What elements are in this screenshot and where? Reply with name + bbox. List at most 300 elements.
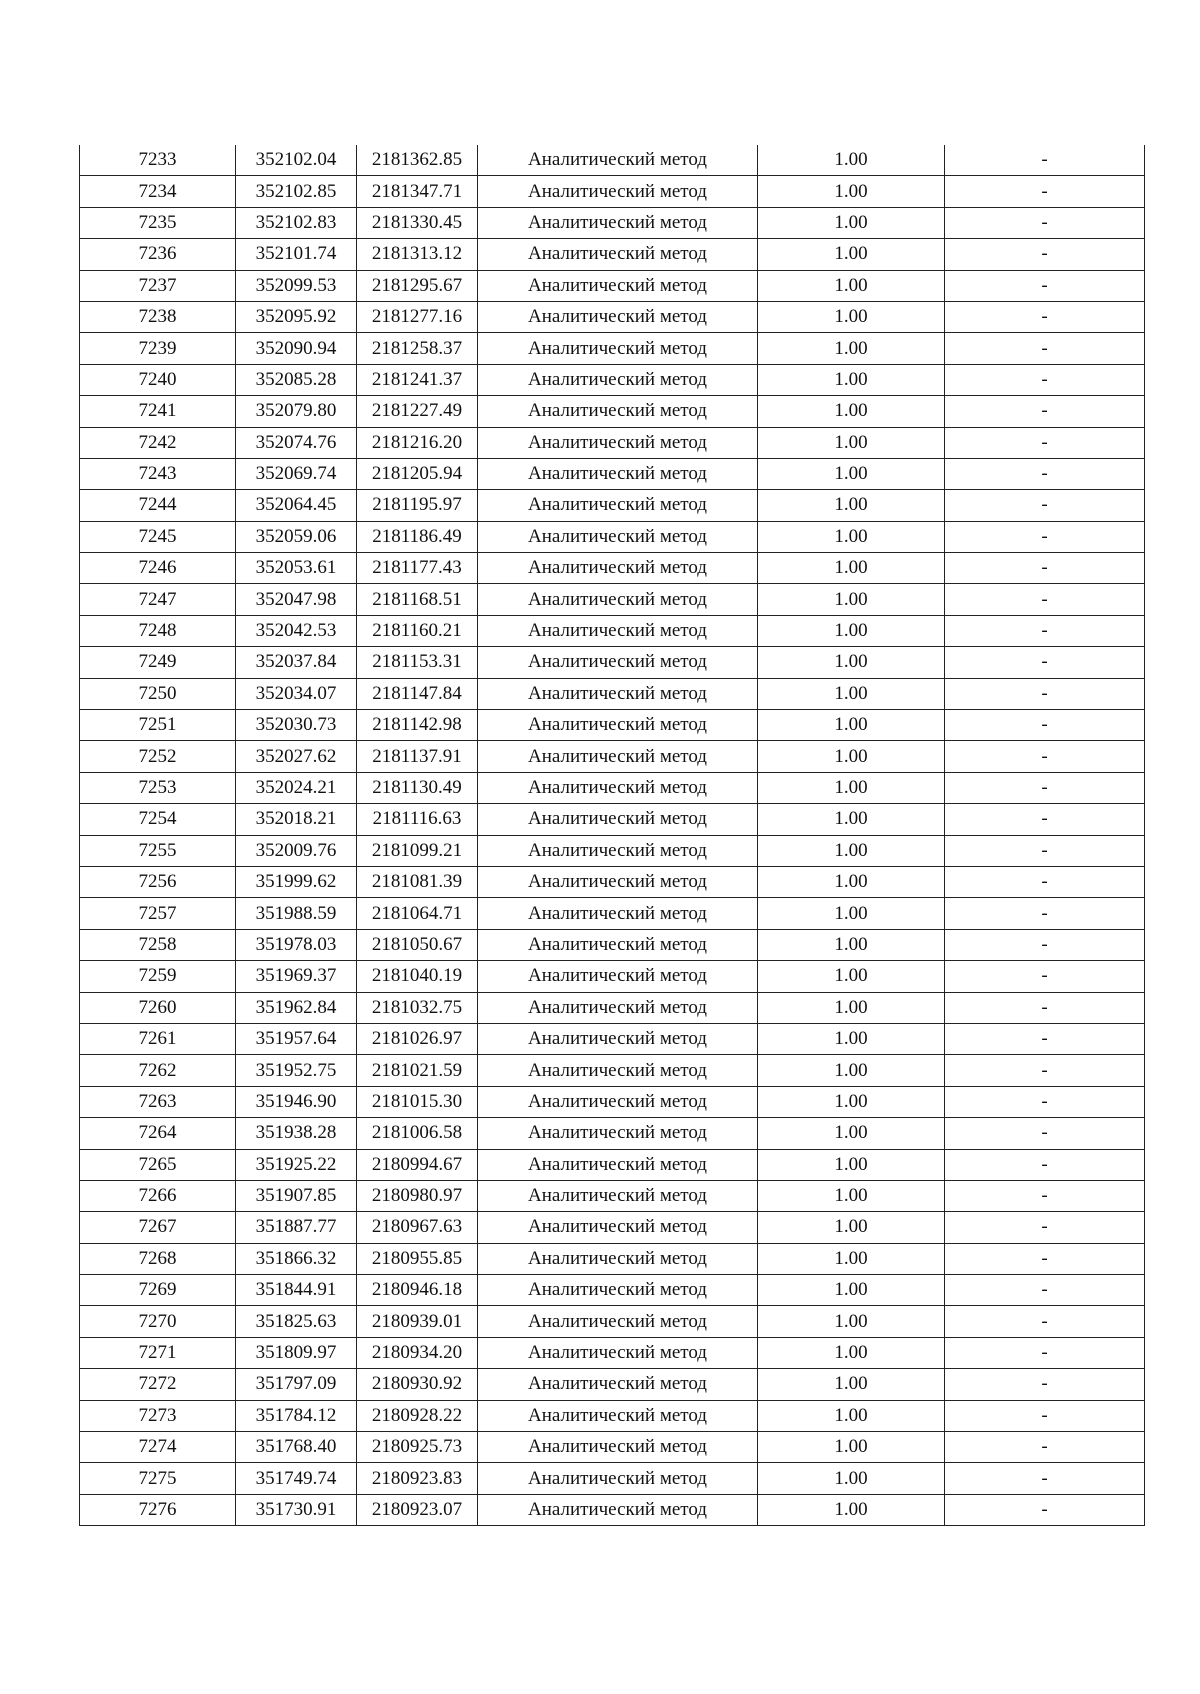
table-row xyxy=(80,1023,1145,1054)
point-number-cell: 7262 xyxy=(80,1055,236,1086)
x-coordinate-cell: 351866.32 xyxy=(236,1243,357,1274)
x-coordinate-cell: 352085.28 xyxy=(236,364,357,395)
description-cell: - xyxy=(945,1243,1145,1274)
y-coordinate-cell: 2181168.51 xyxy=(357,584,478,615)
y-coordinate-cell: 2181006.58 xyxy=(357,1118,478,1149)
method-cell: Аналитический метод xyxy=(478,553,758,584)
method-cell: Аналитический метод xyxy=(478,1086,758,1117)
point-number-cell: 7256 xyxy=(80,866,236,897)
point-number-cell: 7251 xyxy=(80,710,236,741)
point-number-cell: 7236 xyxy=(80,239,236,270)
description-cell: - xyxy=(945,1275,1145,1306)
y-coordinate-cell: 2181153.31 xyxy=(357,647,478,678)
point-number-cell: 7237 xyxy=(80,270,236,301)
method-cell: Аналитический метод xyxy=(478,396,758,427)
y-coordinate-cell: 2181330.45 xyxy=(357,207,478,238)
x-coordinate-cell: 352009.76 xyxy=(236,835,357,866)
table-row xyxy=(80,1275,1145,1306)
description-cell: - xyxy=(945,992,1145,1023)
x-coordinate-cell: 351749.74 xyxy=(236,1463,357,1494)
accuracy-cell: 1.00 xyxy=(758,364,945,395)
accuracy-cell: 1.00 xyxy=(758,1086,945,1117)
method-cell: Аналитический метод xyxy=(478,1149,758,1180)
x-coordinate-cell: 352042.53 xyxy=(236,615,357,646)
table-row xyxy=(80,929,1145,960)
table-row xyxy=(80,992,1145,1023)
method-cell: Аналитический метод xyxy=(478,741,758,772)
point-number-cell: 7247 xyxy=(80,584,236,615)
table-row xyxy=(80,333,1145,364)
x-coordinate-cell: 352095.92 xyxy=(236,301,357,332)
table-row xyxy=(80,772,1145,803)
point-number-cell: 7252 xyxy=(80,741,236,772)
x-coordinate-cell: 351962.84 xyxy=(236,992,357,1023)
point-number-cell: 7235 xyxy=(80,207,236,238)
point-number-cell: 7261 xyxy=(80,1023,236,1054)
description-cell: - xyxy=(945,898,1145,929)
table-row xyxy=(80,584,1145,615)
point-number-cell: 7276 xyxy=(80,1494,236,1525)
method-cell: Аналитический метод xyxy=(478,1306,758,1337)
x-coordinate-cell: 352102.04 xyxy=(236,145,357,176)
y-coordinate-cell: 2181347.71 xyxy=(357,176,478,207)
y-coordinate-cell: 2181130.49 xyxy=(357,772,478,803)
point-number-cell: 7273 xyxy=(80,1400,236,1431)
point-number-cell: 7257 xyxy=(80,898,236,929)
table-row xyxy=(80,1118,1145,1149)
table-row xyxy=(80,1463,1145,1494)
description-cell: - xyxy=(945,647,1145,678)
y-coordinate-cell: 2181137.91 xyxy=(357,741,478,772)
description-cell: - xyxy=(945,364,1145,395)
table-row xyxy=(80,364,1145,395)
point-number-cell: 7244 xyxy=(80,490,236,521)
x-coordinate-cell: 352099.53 xyxy=(236,270,357,301)
description-cell: - xyxy=(945,1086,1145,1117)
point-number-cell: 7265 xyxy=(80,1149,236,1180)
accuracy-cell: 1.00 xyxy=(758,1118,945,1149)
y-coordinate-cell: 2181116.63 xyxy=(357,804,478,835)
accuracy-cell: 1.00 xyxy=(758,1463,945,1494)
description-cell: - xyxy=(945,396,1145,427)
accuracy-cell: 1.00 xyxy=(758,1055,945,1086)
point-number-cell: 7255 xyxy=(80,835,236,866)
y-coordinate-cell: 2181032.75 xyxy=(357,992,478,1023)
x-coordinate-cell: 352034.07 xyxy=(236,678,357,709)
accuracy-cell: 1.00 xyxy=(758,553,945,584)
method-cell: Аналитический метод xyxy=(478,992,758,1023)
table-row xyxy=(80,1400,1145,1431)
method-cell: Аналитический метод xyxy=(478,804,758,835)
method-cell: Аналитический метод xyxy=(478,1055,758,1086)
point-number-cell: 7274 xyxy=(80,1432,236,1463)
y-coordinate-cell: 2181160.21 xyxy=(357,615,478,646)
point-number-cell: 7263 xyxy=(80,1086,236,1117)
accuracy-cell: 1.00 xyxy=(758,301,945,332)
description-cell: - xyxy=(945,866,1145,897)
y-coordinate-cell: 2180925.73 xyxy=(357,1432,478,1463)
description-cell: - xyxy=(945,584,1145,615)
x-coordinate-cell: 352074.76 xyxy=(236,427,357,458)
description-cell: - xyxy=(945,804,1145,835)
description-cell: - xyxy=(945,301,1145,332)
method-cell: Аналитический метод xyxy=(478,1494,758,1525)
x-coordinate-cell: 351978.03 xyxy=(236,929,357,960)
accuracy-cell: 1.00 xyxy=(758,961,945,992)
method-cell: Аналитический метод xyxy=(478,490,758,521)
description-cell: - xyxy=(945,1023,1145,1054)
accuracy-cell: 1.00 xyxy=(758,207,945,238)
y-coordinate-cell: 2181277.16 xyxy=(357,301,478,332)
point-number-cell: 7241 xyxy=(80,396,236,427)
table-row xyxy=(80,1369,1145,1400)
y-coordinate-cell: 2180939.01 xyxy=(357,1306,478,1337)
coordinates-table xyxy=(79,145,1145,1526)
x-coordinate-cell: 351844.91 xyxy=(236,1275,357,1306)
x-coordinate-cell: 352047.98 xyxy=(236,584,357,615)
x-coordinate-cell: 351768.40 xyxy=(236,1432,357,1463)
x-coordinate-cell: 352059.06 xyxy=(236,521,357,552)
accuracy-cell: 1.00 xyxy=(758,427,945,458)
table-row xyxy=(80,1337,1145,1368)
y-coordinate-cell: 2181195.97 xyxy=(357,490,478,521)
table-row xyxy=(80,1149,1145,1180)
x-coordinate-cell: 351969.37 xyxy=(236,961,357,992)
accuracy-cell: 1.00 xyxy=(758,1369,945,1400)
accuracy-cell: 1.00 xyxy=(758,270,945,301)
x-coordinate-cell: 351938.28 xyxy=(236,1118,357,1149)
table-row xyxy=(80,1055,1145,1086)
point-number-cell: 7266 xyxy=(80,1180,236,1211)
y-coordinate-cell: 2181177.43 xyxy=(357,553,478,584)
method-cell: Аналитический метод xyxy=(478,647,758,678)
table-row xyxy=(80,835,1145,866)
accuracy-cell: 1.00 xyxy=(758,866,945,897)
method-cell: Аналитический метод xyxy=(478,584,758,615)
point-number-cell: 7269 xyxy=(80,1275,236,1306)
x-coordinate-cell: 351730.91 xyxy=(236,1494,357,1525)
point-number-cell: 7233 xyxy=(80,145,236,176)
table-row xyxy=(80,207,1145,238)
description-cell: - xyxy=(945,1306,1145,1337)
method-cell: Аналитический метод xyxy=(478,1432,758,1463)
accuracy-cell: 1.00 xyxy=(758,804,945,835)
method-cell: Аналитический метод xyxy=(478,961,758,992)
method-cell: Аналитический метод xyxy=(478,333,758,364)
accuracy-cell: 1.00 xyxy=(758,1306,945,1337)
point-number-cell: 7242 xyxy=(80,427,236,458)
method-cell: Аналитический метод xyxy=(478,176,758,207)
table-row xyxy=(80,804,1145,835)
table-row xyxy=(80,1180,1145,1211)
accuracy-cell: 1.00 xyxy=(758,490,945,521)
table-row xyxy=(80,270,1145,301)
table-row xyxy=(80,239,1145,270)
x-coordinate-cell: 352064.45 xyxy=(236,490,357,521)
description-cell: - xyxy=(945,772,1145,803)
method-cell: Аналитический метод xyxy=(478,270,758,301)
y-coordinate-cell: 2181147.84 xyxy=(357,678,478,709)
x-coordinate-cell: 352030.73 xyxy=(236,710,357,741)
point-number-cell: 7267 xyxy=(80,1212,236,1243)
y-coordinate-cell: 2180923.07 xyxy=(357,1494,478,1525)
point-number-cell: 7238 xyxy=(80,301,236,332)
x-coordinate-cell: 351784.12 xyxy=(236,1400,357,1431)
method-cell: Аналитический метод xyxy=(478,835,758,866)
table-row xyxy=(80,490,1145,521)
description-cell: - xyxy=(945,835,1145,866)
x-coordinate-cell: 352102.85 xyxy=(236,176,357,207)
description-cell: - xyxy=(945,710,1145,741)
point-number-cell: 7259 xyxy=(80,961,236,992)
x-coordinate-cell: 352090.94 xyxy=(236,333,357,364)
y-coordinate-cell: 2181142.98 xyxy=(357,710,478,741)
accuracy-cell: 1.00 xyxy=(758,176,945,207)
method-cell: Аналитический метод xyxy=(478,898,758,929)
table-row xyxy=(80,521,1145,552)
x-coordinate-cell: 352101.74 xyxy=(236,239,357,270)
method-cell: Аналитический метод xyxy=(478,427,758,458)
y-coordinate-cell: 2181216.20 xyxy=(357,427,478,458)
y-coordinate-cell: 2181205.94 xyxy=(357,458,478,489)
x-coordinate-cell: 352102.83 xyxy=(236,207,357,238)
y-coordinate-cell: 2180955.85 xyxy=(357,1243,478,1274)
y-coordinate-cell: 2180930.92 xyxy=(357,1369,478,1400)
description-cell: - xyxy=(945,333,1145,364)
accuracy-cell: 1.00 xyxy=(758,1212,945,1243)
method-cell: Аналитический метод xyxy=(478,1400,758,1431)
description-cell: - xyxy=(945,176,1145,207)
method-cell: Аналитический метод xyxy=(478,364,758,395)
description-cell: - xyxy=(945,1494,1145,1525)
table-row xyxy=(80,710,1145,741)
point-number-cell: 7258 xyxy=(80,929,236,960)
y-coordinate-cell: 2181026.97 xyxy=(357,1023,478,1054)
point-number-cell: 7239 xyxy=(80,333,236,364)
table-row xyxy=(80,1212,1145,1243)
method-cell: Аналитический метод xyxy=(478,1369,758,1400)
method-cell: Аналитический метод xyxy=(478,615,758,646)
point-number-cell: 7240 xyxy=(80,364,236,395)
point-number-cell: 7254 xyxy=(80,804,236,835)
method-cell: Аналитический метод xyxy=(478,1275,758,1306)
method-cell: Аналитический метод xyxy=(478,301,758,332)
x-coordinate-cell: 352079.80 xyxy=(236,396,357,427)
y-coordinate-cell: 2180980.97 xyxy=(357,1180,478,1211)
point-number-cell: 7246 xyxy=(80,553,236,584)
accuracy-cell: 1.00 xyxy=(758,1337,945,1368)
y-coordinate-cell: 2181050.67 xyxy=(357,929,478,960)
point-number-cell: 7245 xyxy=(80,521,236,552)
x-coordinate-cell: 351988.59 xyxy=(236,898,357,929)
description-cell: - xyxy=(945,145,1145,176)
description-cell: - xyxy=(945,961,1145,992)
y-coordinate-cell: 2181313.12 xyxy=(357,239,478,270)
accuracy-cell: 1.00 xyxy=(758,1243,945,1274)
table-row xyxy=(80,145,1145,176)
x-coordinate-cell: 351925.22 xyxy=(236,1149,357,1180)
y-coordinate-cell: 2181015.30 xyxy=(357,1086,478,1117)
x-coordinate-cell: 352037.84 xyxy=(236,647,357,678)
y-coordinate-cell: 2180923.83 xyxy=(357,1463,478,1494)
description-cell: - xyxy=(945,239,1145,270)
y-coordinate-cell: 2180967.63 xyxy=(357,1212,478,1243)
accuracy-cell: 1.00 xyxy=(758,145,945,176)
description-cell: - xyxy=(945,1180,1145,1211)
method-cell: Аналитический метод xyxy=(478,1212,758,1243)
accuracy-cell: 1.00 xyxy=(758,239,945,270)
table-row xyxy=(80,615,1145,646)
description-cell: - xyxy=(945,1432,1145,1463)
description-cell: - xyxy=(945,1055,1145,1086)
description-cell: - xyxy=(945,1463,1145,1494)
point-number-cell: 7249 xyxy=(80,647,236,678)
table-row xyxy=(80,176,1145,207)
x-coordinate-cell: 352027.62 xyxy=(236,741,357,772)
description-cell: - xyxy=(945,1149,1145,1180)
accuracy-cell: 1.00 xyxy=(758,772,945,803)
method-cell: Аналитический метод xyxy=(478,1243,758,1274)
y-coordinate-cell: 2181064.71 xyxy=(357,898,478,929)
description-cell: - xyxy=(945,458,1145,489)
point-number-cell: 7253 xyxy=(80,772,236,803)
accuracy-cell: 1.00 xyxy=(758,929,945,960)
description-cell: - xyxy=(945,1400,1145,1431)
method-cell: Аналитический метод xyxy=(478,678,758,709)
y-coordinate-cell: 2181186.49 xyxy=(357,521,478,552)
y-coordinate-cell: 2181241.37 xyxy=(357,364,478,395)
accuracy-cell: 1.00 xyxy=(758,584,945,615)
table-row xyxy=(80,961,1145,992)
accuracy-cell: 1.00 xyxy=(758,992,945,1023)
table-row xyxy=(80,866,1145,897)
method-cell: Аналитический метод xyxy=(478,772,758,803)
x-coordinate-cell: 351952.75 xyxy=(236,1055,357,1086)
accuracy-cell: 1.00 xyxy=(758,1494,945,1525)
x-coordinate-cell: 351957.64 xyxy=(236,1023,357,1054)
x-coordinate-cell: 351907.85 xyxy=(236,1180,357,1211)
method-cell: Аналитический метод xyxy=(478,929,758,960)
table-row xyxy=(80,1086,1145,1117)
description-cell: - xyxy=(945,553,1145,584)
description-cell: - xyxy=(945,427,1145,458)
description-cell: - xyxy=(945,270,1145,301)
table-row xyxy=(80,678,1145,709)
y-coordinate-cell: 2180994.67 xyxy=(357,1149,478,1180)
y-coordinate-cell: 2181021.59 xyxy=(357,1055,478,1086)
y-coordinate-cell: 2181081.39 xyxy=(357,866,478,897)
description-cell: - xyxy=(945,1369,1145,1400)
point-number-cell: 7271 xyxy=(80,1337,236,1368)
accuracy-cell: 1.00 xyxy=(758,1180,945,1211)
accuracy-cell: 1.00 xyxy=(758,741,945,772)
table-row xyxy=(80,427,1145,458)
accuracy-cell: 1.00 xyxy=(758,396,945,427)
y-coordinate-cell: 2181295.67 xyxy=(357,270,478,301)
accuracy-cell: 1.00 xyxy=(758,678,945,709)
description-cell: - xyxy=(945,1337,1145,1368)
x-coordinate-cell: 352018.21 xyxy=(236,804,357,835)
accuracy-cell: 1.00 xyxy=(758,710,945,741)
accuracy-cell: 1.00 xyxy=(758,1400,945,1431)
x-coordinate-cell: 351887.77 xyxy=(236,1212,357,1243)
accuracy-cell: 1.00 xyxy=(758,458,945,489)
point-number-cell: 7260 xyxy=(80,992,236,1023)
x-coordinate-cell: 352069.74 xyxy=(236,458,357,489)
accuracy-cell: 1.00 xyxy=(758,521,945,552)
point-number-cell: 7270 xyxy=(80,1306,236,1337)
table-row xyxy=(80,553,1145,584)
point-number-cell: 7272 xyxy=(80,1369,236,1400)
method-cell: Аналитический метод xyxy=(478,1337,758,1368)
method-cell: Аналитический метод xyxy=(478,1023,758,1054)
table-row xyxy=(80,396,1145,427)
table-row xyxy=(80,741,1145,772)
x-coordinate-cell: 351809.97 xyxy=(236,1337,357,1368)
y-coordinate-cell: 2181040.19 xyxy=(357,961,478,992)
method-cell: Аналитический метод xyxy=(478,1180,758,1211)
description-cell: - xyxy=(945,678,1145,709)
description-cell: - xyxy=(945,521,1145,552)
description-cell: - xyxy=(945,207,1145,238)
table-row xyxy=(80,458,1145,489)
table-row xyxy=(80,1306,1145,1337)
accuracy-cell: 1.00 xyxy=(758,1432,945,1463)
x-coordinate-cell: 351825.63 xyxy=(236,1306,357,1337)
coordinates-table-body xyxy=(80,145,1145,1526)
x-coordinate-cell: 351999.62 xyxy=(236,866,357,897)
x-coordinate-cell: 352053.61 xyxy=(236,553,357,584)
description-cell: - xyxy=(945,615,1145,646)
method-cell: Аналитический метод xyxy=(478,207,758,238)
point-number-cell: 7275 xyxy=(80,1463,236,1494)
accuracy-cell: 1.00 xyxy=(758,1275,945,1306)
y-coordinate-cell: 2180934.20 xyxy=(357,1337,478,1368)
method-cell: Аналитический метод xyxy=(478,1118,758,1149)
point-number-cell: 7248 xyxy=(80,615,236,646)
method-cell: Аналитический метод xyxy=(478,239,758,270)
method-cell: Аналитический метод xyxy=(478,710,758,741)
point-number-cell: 7250 xyxy=(80,678,236,709)
y-coordinate-cell: 2181099.21 xyxy=(357,835,478,866)
description-cell: - xyxy=(945,741,1145,772)
point-number-cell: 7234 xyxy=(80,176,236,207)
method-cell: Аналитический метод xyxy=(478,521,758,552)
x-coordinate-cell: 351946.90 xyxy=(236,1086,357,1117)
table-row xyxy=(80,647,1145,678)
method-cell: Аналитический метод xyxy=(478,866,758,897)
accuracy-cell: 1.00 xyxy=(758,898,945,929)
point-number-cell: 7243 xyxy=(80,458,236,489)
table-row xyxy=(80,1243,1145,1274)
x-coordinate-cell: 352024.21 xyxy=(236,772,357,803)
x-coordinate-cell: 351797.09 xyxy=(236,1369,357,1400)
method-cell: Аналитический метод xyxy=(478,145,758,176)
table-row xyxy=(80,1432,1145,1463)
y-coordinate-cell: 2180946.18 xyxy=(357,1275,478,1306)
description-cell: - xyxy=(945,929,1145,960)
accuracy-cell: 1.00 xyxy=(758,835,945,866)
accuracy-cell: 1.00 xyxy=(758,647,945,678)
point-number-cell: 7268 xyxy=(80,1243,236,1274)
y-coordinate-cell: 2180928.22 xyxy=(357,1400,478,1431)
accuracy-cell: 1.00 xyxy=(758,1023,945,1054)
accuracy-cell: 1.00 xyxy=(758,1149,945,1180)
table-row xyxy=(80,898,1145,929)
y-coordinate-cell: 2181227.49 xyxy=(357,396,478,427)
description-cell: - xyxy=(945,490,1145,521)
y-coordinate-cell: 2181362.85 xyxy=(357,145,478,176)
